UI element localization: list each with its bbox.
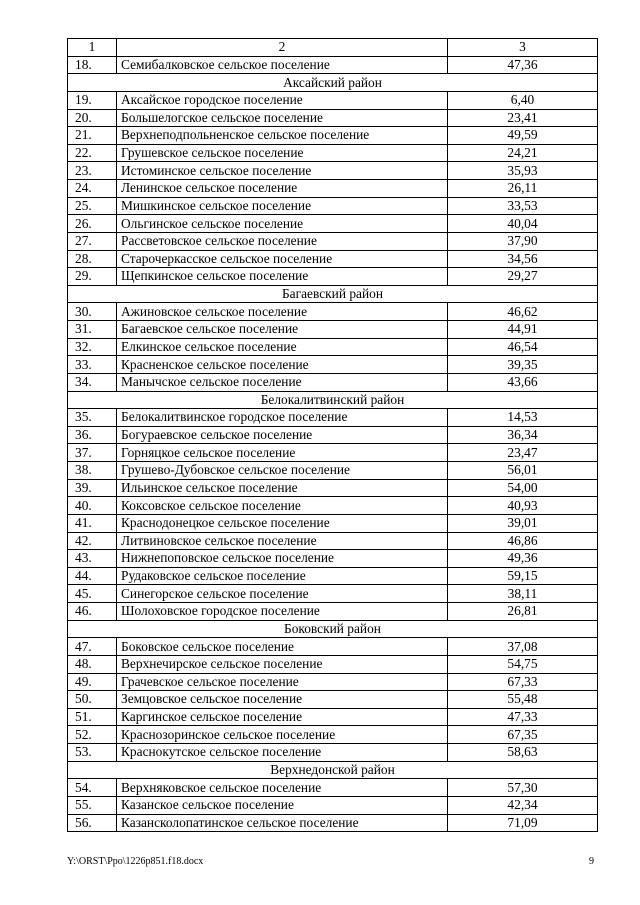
district-header-row (68, 620, 598, 638)
settlement-name: Грушевское сельское поселение (117, 144, 448, 162)
row-value: 47,36 (448, 56, 598, 74)
settlement-name: Ольгинское сельское поселение (117, 215, 448, 233)
row-value: 39,35 (448, 356, 598, 374)
settlement-name: Белокалитвинское городское поселение (117, 409, 448, 427)
table-row (68, 321, 598, 339)
settlement-name: Елкинское сельское поселение (117, 338, 448, 356)
row-number: 40. (68, 497, 117, 515)
row-number: 22. (68, 144, 117, 162)
column-header-value: 3 (448, 39, 598, 57)
settlement-name: Краснодонецкое сельское поселение (117, 514, 448, 532)
district-header-row (68, 761, 598, 779)
row-value: 47,33 (448, 708, 598, 726)
settlement-name: Боковское сельское поселение (117, 638, 448, 656)
table-row (68, 567, 598, 585)
row-value: 42,34 (448, 796, 598, 814)
table-body (68, 39, 598, 832)
table-row (68, 127, 598, 145)
settlement-name: Грачевское сельское поселение (117, 673, 448, 691)
page-number: 9 (589, 856, 594, 867)
row-value: 37,90 (448, 232, 598, 250)
settlement-name: Семибалковское сельское поселение (117, 56, 448, 74)
row-value: 67,35 (448, 726, 598, 744)
table-row (68, 373, 598, 391)
row-number: 56. (68, 814, 117, 832)
table-row (68, 232, 598, 250)
table-row (68, 303, 598, 321)
footer-file-path: Y:\ORST\Ppo\1226p851.f18.docx (67, 856, 204, 867)
row-value: 37,08 (448, 638, 598, 656)
table-row (68, 144, 598, 162)
settlement-name: Мишкинское сельское поселение (117, 197, 448, 215)
row-value: 39,01 (448, 514, 598, 532)
row-value: 58,63 (448, 744, 598, 762)
row-value: 23,47 (448, 444, 598, 462)
table-row (68, 162, 598, 180)
table-row (68, 638, 598, 656)
row-value: 34,56 (448, 250, 598, 268)
table-row (68, 409, 598, 427)
table-row (68, 603, 598, 621)
settlement-name: Литвиновское сельское поселение (117, 532, 448, 550)
settlement-name: Большелогское сельское поселение (117, 109, 448, 127)
row-value: 46,62 (448, 303, 598, 321)
row-number: 43. (68, 550, 117, 568)
row-number: 32. (68, 338, 117, 356)
table-row (68, 91, 598, 109)
row-number: 29. (68, 268, 117, 286)
row-value: 54,75 (448, 655, 598, 673)
row-number: 23. (68, 162, 117, 180)
row-number: 26. (68, 215, 117, 233)
table-row (68, 532, 598, 550)
row-number: 50. (68, 691, 117, 709)
row-value: 33,53 (448, 197, 598, 215)
settlement-name: Манычское сельское поселение (117, 373, 448, 391)
row-number: 54. (68, 779, 117, 797)
row-value: 23,41 (448, 109, 598, 127)
row-value: 26,11 (448, 180, 598, 198)
table-row (68, 479, 598, 497)
row-value: 67,33 (448, 673, 598, 691)
table-row (68, 673, 598, 691)
district-name: Боковский район (68, 620, 598, 638)
settlement-name: Красненское сельское поселение (117, 356, 448, 374)
settlement-name: Нижнепоповское сельское поселение (117, 550, 448, 568)
table-row (68, 708, 598, 726)
row-value: 14,53 (448, 409, 598, 427)
row-number: 25. (68, 197, 117, 215)
row-number: 44. (68, 567, 117, 585)
table-row (68, 462, 598, 480)
table-row (68, 180, 598, 198)
row-number: 39. (68, 479, 117, 497)
table-row (68, 796, 598, 814)
district-name: Белокалитвинский район (68, 391, 598, 409)
table-row (68, 655, 598, 673)
row-number: 46. (68, 603, 117, 621)
district-name: Верхнедонской район (68, 761, 598, 779)
settlement-name: Каргинское сельское поселение (117, 708, 448, 726)
settlement-name: Аксайское городское поселение (117, 91, 448, 109)
row-value: 71,09 (448, 814, 598, 832)
row-number: 27. (68, 232, 117, 250)
row-value: 56,01 (448, 462, 598, 480)
row-value: 6,40 (448, 91, 598, 109)
row-number: 55. (68, 796, 117, 814)
settlement-name: Ильинское сельское поселение (117, 479, 448, 497)
settlement-name: Богураевское сельское поселение (117, 426, 448, 444)
row-value: 49,36 (448, 550, 598, 568)
row-value: 57,30 (448, 779, 598, 797)
row-number: 47. (68, 638, 117, 656)
table-row (68, 497, 598, 515)
row-number: 35. (68, 409, 117, 427)
row-number: 51. (68, 708, 117, 726)
settlements-table (67, 38, 598, 832)
row-number: 30. (68, 303, 117, 321)
row-number: 38. (68, 462, 117, 480)
row-number: 28. (68, 250, 117, 268)
settlement-name: Старочеркасское сельское поселение (117, 250, 448, 268)
settlement-name: Коксовское сельское поселение (117, 497, 448, 515)
row-value: 46,86 (448, 532, 598, 550)
settlement-name: Краснозоринское сельское поселение (117, 726, 448, 744)
row-number: 41. (68, 514, 117, 532)
settlement-name: Верхняковское сельское поселение (117, 779, 448, 797)
row-value: 49,59 (448, 127, 598, 145)
table-row (68, 726, 598, 744)
table-row (68, 585, 598, 603)
table-row (68, 444, 598, 462)
row-number: 45. (68, 585, 117, 603)
table-row (68, 779, 598, 797)
settlement-name: Истоминское сельское поселение (117, 162, 448, 180)
table-row (68, 356, 598, 374)
row-value: 43,66 (448, 373, 598, 391)
district-header-row (68, 391, 598, 409)
row-number: 36. (68, 426, 117, 444)
settlement-name: Ленинское сельское поселение (117, 180, 448, 198)
settlement-name: Верхнеподпольненское сельское поселение (117, 127, 448, 145)
settlement-name: Рассветовское сельское поселение (117, 232, 448, 250)
row-number: 20. (68, 109, 117, 127)
settlement-name: Ажиновское сельское поселение (117, 303, 448, 321)
table-row (68, 814, 598, 832)
table-row (68, 514, 598, 532)
district-name: Багаевский район (68, 285, 598, 303)
table-row (68, 550, 598, 568)
row-number: 42. (68, 532, 117, 550)
row-value: 24,21 (448, 144, 598, 162)
row-value: 55,48 (448, 691, 598, 709)
row-value: 35,93 (448, 162, 598, 180)
settlement-name: Верхнечирское сельское поселение (117, 655, 448, 673)
row-number: 19. (68, 91, 117, 109)
row-number: 49. (68, 673, 117, 691)
row-value: 26,81 (448, 603, 598, 621)
row-value: 36,34 (448, 426, 598, 444)
settlement-name: Щепкинское сельское поселение (117, 268, 448, 286)
row-number: 53. (68, 744, 117, 762)
row-number: 24. (68, 180, 117, 198)
table-row (68, 250, 598, 268)
settlement-name: Казанское сельское поселение (117, 796, 448, 814)
row-value: 54,00 (448, 479, 598, 497)
row-number: 33. (68, 356, 117, 374)
table-row (68, 338, 598, 356)
row-number: 21. (68, 127, 117, 145)
row-value: 40,04 (448, 215, 598, 233)
row-number: 18. (68, 56, 117, 74)
district-header-row (68, 285, 598, 303)
row-number: 52. (68, 726, 117, 744)
row-number: 34. (68, 373, 117, 391)
table-row (68, 215, 598, 233)
row-number: 31. (68, 321, 117, 339)
settlement-name: Краснокутское сельское поселение (117, 744, 448, 762)
table-row (68, 744, 598, 762)
table-row (68, 109, 598, 127)
settlement-name: Казансколопатинское сельское поселение (117, 814, 448, 832)
settlement-name: Горняцкое сельское поселение (117, 444, 448, 462)
row-value: 40,93 (448, 497, 598, 515)
settlement-name: Рудаковское сельское поселение (117, 567, 448, 585)
table-row (68, 691, 598, 709)
row-value: 44,91 (448, 321, 598, 339)
settlement-name: Багаевское сельское поселение (117, 321, 448, 339)
settlement-name: Синегорское сельское поселение (117, 585, 448, 603)
row-value: 46,54 (448, 338, 598, 356)
district-header-row (68, 74, 598, 92)
row-number: 37. (68, 444, 117, 462)
settlement-name: Земцовское сельское поселение (117, 691, 448, 709)
row-value: 59,15 (448, 567, 598, 585)
row-value: 38,11 (448, 585, 598, 603)
table-header-row (68, 39, 598, 57)
row-number: 48. (68, 655, 117, 673)
district-name: Аксайский район (68, 74, 598, 92)
row-value: 29,27 (448, 268, 598, 286)
table-row (68, 197, 598, 215)
settlement-name: Грушево-Дубовское сельское поселение (117, 462, 448, 480)
table-row (68, 426, 598, 444)
column-header-number: 1 (68, 39, 117, 57)
column-header-name: 2 (117, 39, 448, 57)
table-row (68, 56, 598, 74)
settlement-name: Шолоховское городское поселение (117, 603, 448, 621)
table-row (68, 268, 598, 286)
